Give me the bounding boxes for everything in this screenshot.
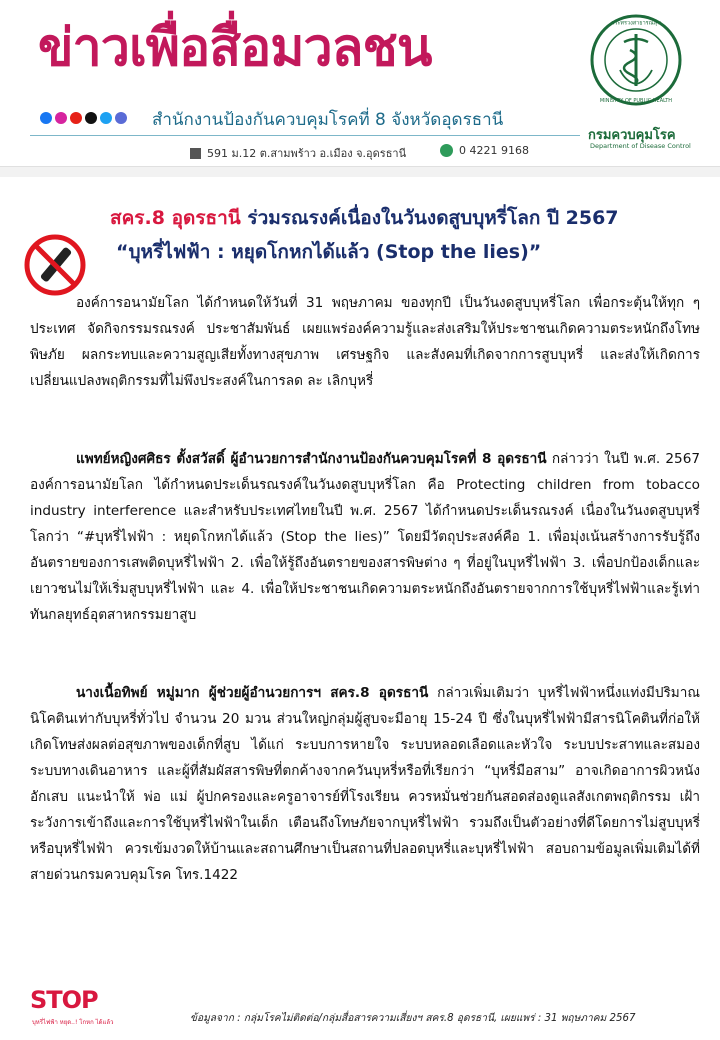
phone <box>440 144 529 157</box>
instagram-icon[interactable] <box>55 112 67 124</box>
paragraph-1-text: องค์การอนามัยโลก ได้กำหนดให้วันที่ 31 พฤษภาคม ของทุกปี เป็นวันงดสูบบุหรี่โลก เพื่อกระตุ้นให้ทุก ๆ ประเทศ จัดกิจกรรมรณรงค์ ประชาสัมพันธ์ เผยแพร่องค์ความรู้และส่งเสริมให้ประชาชนเกิดความตระหนักถึงโทษ พิษภัย ผลกระทบและความสูญเสียทั้งทางสุขภาพ เศรษฐกิจ และสังคมที่เกิดจากการสูบบุหรี่ และส่งให้เกิดการเปลี่ยนแปลงพฤติกรรมที่ไม่พึงประสงค์ในการลด ละ เลิกบุหรี่ <box>30 295 700 389</box>
no-vape-icon <box>24 234 86 296</box>
phone-text: 0 4221 9168 <box>459 144 529 157</box>
phone-icon <box>440 144 453 157</box>
address <box>190 144 406 162</box>
svg-text:กระทรวงสาธารณสุข: กระทรวงสาธารณสุข <box>611 20 661 27</box>
header <box>0 0 720 170</box>
headline-line-1 <box>110 203 619 233</box>
line-icon[interactable] <box>115 112 127 124</box>
headline-main: ร่วมรณรงค์เนื่องในวันงดสูบบุหรี่โลก ปี 2567 <box>247 207 619 229</box>
paragraph-3-text: กล่าวเพิ่มเติมว่า บุหรี่ไฟฟ้าหนึ่งแท่งมีปริมาณนิโคตินเท่ากับบุหรี่ทั่วไป จำนวน 20 มวน ส่วนใหญ่กลุ่มผู้สูบจะมีอายุ 15-24 ปี ซึ่งในบุหรี่ไฟฟ้ามีสารนิโคตินที่ก่อให้เกิดโทษส่งผลต่อสุขภาพของเด็กที่สูบ ได้แก่ ระบบการหายใจ ระบบหลอดเลือดและหัวใจ ระบบประสาทและสมอง ระบบทางเดินอาหาร และผู้ที่สัมผัสสารพิษที่ตกค้างจากควันบุหรี่หรือที่เรียกว่า “บุหรี่มือสาม” อาจเกิดอาการผิวหนังอักเสบ แนะนำให้ พ่อ แม่ ผู้ปกครองและครูอาจารย์ที่โรงเรียน ควรหมั่นช่วยกันสอดส่องดูแลสังเกตพฤติกรรม เฝ้าระวังการเข้าถึงและการใช้บุหรี่ไฟฟ้าในเด็ก เตือนถึงโทษภัยจากบุหรี่ไฟฟ้า รวมถึงเป็นตัวอย่างที่ดีโดยการไม่สูบบุหรี่หรือบุหรี่ไฟฟ้า ควรเข้มงวดให้บ้านและสถานศึกษาเป็นสถานที่ปลอดบุหรี่และบุหรี่ไฟฟ้า สอบถามข้อมูลเพิ่มเติมได้ที่ สายด่วนกรมควบคุมโรค โทร.1422 <box>30 685 700 883</box>
office-name: สำนักงานป้องกันควบคุมโรคที่ 8 จังหวัดอุดรธานี <box>152 110 504 130</box>
stop-logo-word: STOP <box>30 986 98 1014</box>
address-text: 591 ม.12 ต.สามพร้าว อ.เมือง จ.อุดรธานี <box>207 147 407 160</box>
paragraph-3-speaker: นางเนื้อทิพย์ หมู่มาก ผู้ช่วยผู้อำนวยการฯ สคร.8 อุดรธานี <box>76 685 429 701</box>
paragraph-2 <box>30 446 700 628</box>
headline-org: สคร.8 อุดรธานี <box>110 207 241 229</box>
header-pattern-stripe <box>0 166 720 177</box>
ministry-emblem-icon <box>590 14 682 106</box>
source-credit: ข้อมูลจาก : กลุ่มโรคไม่ติดต่อ/กลุ่มสื่อสารความเสี่ยงฯ สคร.8 อุดรธานี, เผยแพร่ : 31 พฤษภาคม 2567 <box>190 1013 636 1024</box>
twitter-icon[interactable] <box>100 112 112 124</box>
building-icon <box>190 148 201 159</box>
masthead-title: ข่าวเพื่อสื่อมวลชน <box>38 18 432 78</box>
youtube-icon[interactable] <box>70 112 82 124</box>
department-name-th: กรมควบคุมโรค <box>588 128 676 143</box>
paragraph-3 <box>30 680 700 888</box>
stop-logo-subtitle: บุหรี่ไฟฟ้า หยุด..! โกหก ได้แล้ว <box>32 1019 114 1026</box>
svg-text:MINISTRY OF PUBLIC HEALTH: MINISTRY OF PUBLIC HEALTH <box>599 98 673 104</box>
paragraph-2-speaker: แพทย์หญิงศศิธร ตั้งสวัสดิ์ ผู้อำนวยการสำนักงานป้องกันควบคุมโรคที่ 8 อุดรธานี <box>76 451 547 467</box>
paragraph-1 <box>30 290 700 394</box>
department-name-en: Department of Disease Control <box>590 142 691 150</box>
headline-line-2: “บุหรี่ไฟฟ้า : หยุดโกหกได้แล้ว (Stop the lies)” <box>116 241 542 263</box>
header-divider <box>30 135 580 136</box>
social-icons <box>40 112 127 124</box>
tiktok-icon[interactable] <box>85 112 97 124</box>
paragraph-2-text: กล่าวว่า ในปี พ.ศ. 2567 องค์การอนามัยโลก ได้กำหนดประเด็นรณรงค์ในวันงดสูบบุหรี่โลก คือ Protecting children from tobacco industry interference และสำหรับประเทศไทยในปี พ.ศ. 2567 ได้กำหนดประเด็นรณรงค์ เนื่องในวันงดสูบบุหรี่โลกว่า “#บุหรี่ไฟฟ้า : หยุดโกหกได้แล้ว (Stop the lies)” โดยมีวัตถุประสงค์คือ 1. เพื่อมุ่งเน้นสร้างการรับรู้ถึงอันตรายของการเสพติดบุหรี่ไฟฟ้า 2. เพื่อให้รู้ถึงอันตรายของสารพิษต่าง ๆ ที่อยู่ในบุหรี่ไฟฟ้า 3. เพื่อปกป้องเด็กและเยาวชนไม่ให้เริ่มสูบบุหรี่ไฟฟ้า และ 4. เพื่อให้ประชาชนเกิดความตระหนักถึงอันตรายจากการใช้บุหรี่ไฟฟ้าและรู้เท่าทันกลยุทธ์อุตสาหกรรมยาสูบ <box>30 451 700 623</box>
facebook-icon[interactable] <box>40 112 52 124</box>
